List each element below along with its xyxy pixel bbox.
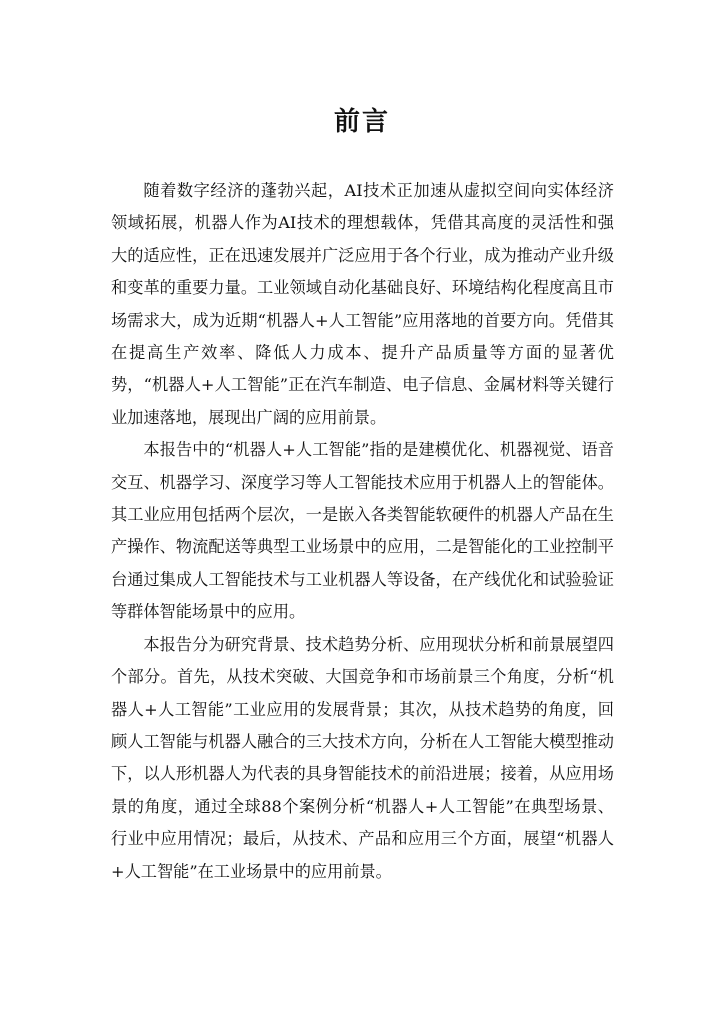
paragraph-2: 本报告中的“机器人+人工智能”指的是建模优化、机器视觉、语音交互、机器学习、深度学习等人工智能技术应用于机器人上的智能体。其工业应用包括两个层次，一是嵌入各类智能软硬件的机器人产品在生产操作、物流配送等典型工业场景中的应用，二是智能化的工业控制平台通过集成人工智能技术与工业机器人等设备，在产线优化和试验验证等群体智能场景中的应用。: [111, 440, 614, 622]
body-text: [111, 175, 614, 888]
page-title: 前言: [333, 107, 390, 137]
paragraph-3: 本报告分为研究背景、技术趋势分析、应用现状分析和前景展望四个部分。首先，从技术突破、大国竞争和市场前景三个角度，分析“机器人+人工智能”工业应用的发展背景；其次，从技术趋势的角度，回顾人工智能与机器人融合的三大技术方向，分析在人工智能大模型推动下，以人形机器人为代表的具身智能技术的前沿进展；接着，从应用场景的角度，通过全球88个案例分析“机器人+人工智能”在典型场景、行业中应用情况；最后，从技术、产品和应用三个方面，展望“机器人+人工智能”在工业场景中的应用前景。: [111, 634, 614, 881]
paragraph-1: 随着数字经济的蓬勃兴起，AI技术正加速从虚拟空间向实体经济领域拓展，机器人作为AI技术的理想载体，凭借其高度的灵活性和强大的适应性，正在迅速发展并广泛应用于各个行业，成为推动产业升级和变革的重要力量。工业领域自动化基础良好、环境结构化程度高且市场需求大，成为近期“机器人+人工智能”应用落地的首要方向。凭借其在提高生产效率、降低人力成本、提升产品质量等方面的显著优势，“机器人+人工智能”正在汽车制造、电子信息、金属材料等关键行业加速落地，展现出广阔的应用前景。: [111, 181, 614, 427]
